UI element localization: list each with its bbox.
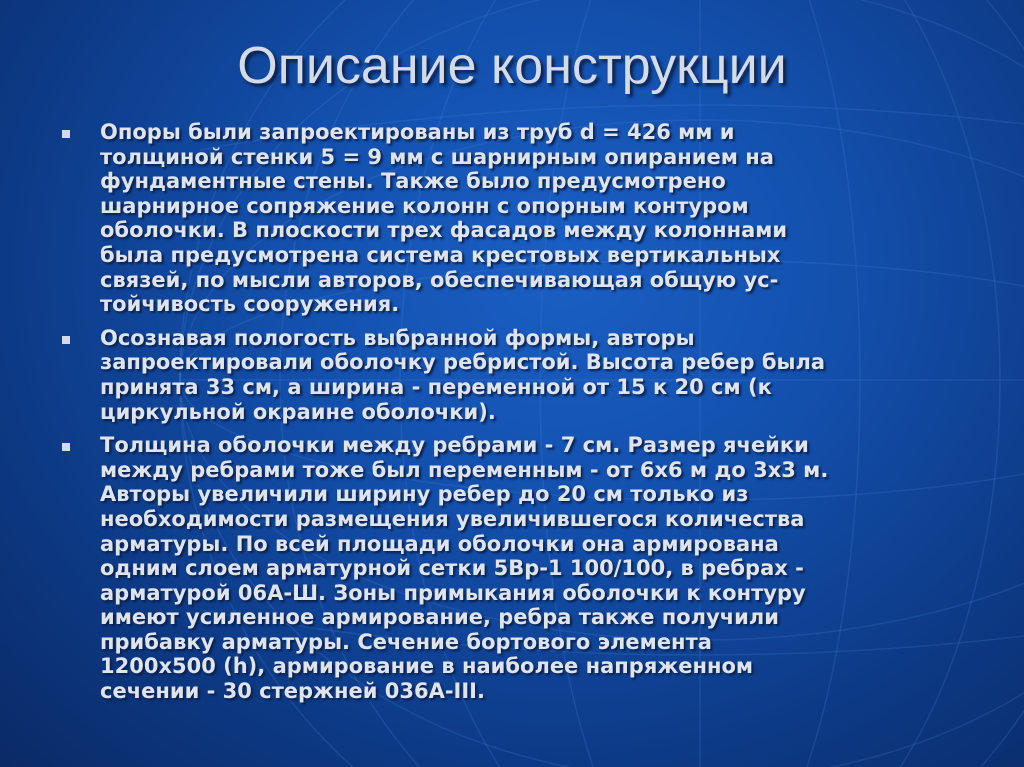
list-item-text: Опоры были запроектированы из труб d = 426 мм и толщиной стенки 5 = 9 мм с шарнирным опиранием на фундаментные стены. Также было предусмотрено шарнирное сопряжение колонн с опорным контуром оболочки. В плоскости трех фасадов между колоннами была предусмотрена система крестовых вертикальных связей, по мысли авторов, обеспечивающая общую ус- тойчивость сооружения. — [100, 120, 788, 317]
slide-title: Описание конструкции — [237, 37, 787, 95]
list-item-text: Осознавая пологость выбранной формы, авторы запроектировали оболочку ребристой. Высота ребер была принята 33 см, а ширина - переменной от 15 к 20 см (к циркульной окраине оболочки). — [100, 325, 826, 424]
list-item-text: Толщина оболочки между ребрами - 7 см. Размер ячейки между ребрами тоже был переменным - от 6х6 м до 3х3 м. Авторы увеличили ширину ребер до 20 см только из необходимости размещения увеличившегося количества арматуры. По всей площади оболочки она армирована одним слоем арматурной сетки 5Вр-1 100/100, в ребрах - арматурой 06А-Ш. Зоны примыкания оболочки к контуру имеют усиленное армирование, ребра также получили прибавку арматуры. Сечение бортового элемента 1200х500 (h), армирование в наиболее напряженном сечении - 30 стержней 036А-III. — [100, 433, 829, 704]
square-bullet-icon — [62, 336, 70, 344]
square-bullet-icon — [62, 443, 70, 451]
list-item — [58, 120, 998, 317]
bullet-list — [58, 120, 998, 713]
list-item — [58, 326, 998, 424]
square-bullet-icon — [62, 130, 70, 138]
list-item — [58, 433, 998, 704]
